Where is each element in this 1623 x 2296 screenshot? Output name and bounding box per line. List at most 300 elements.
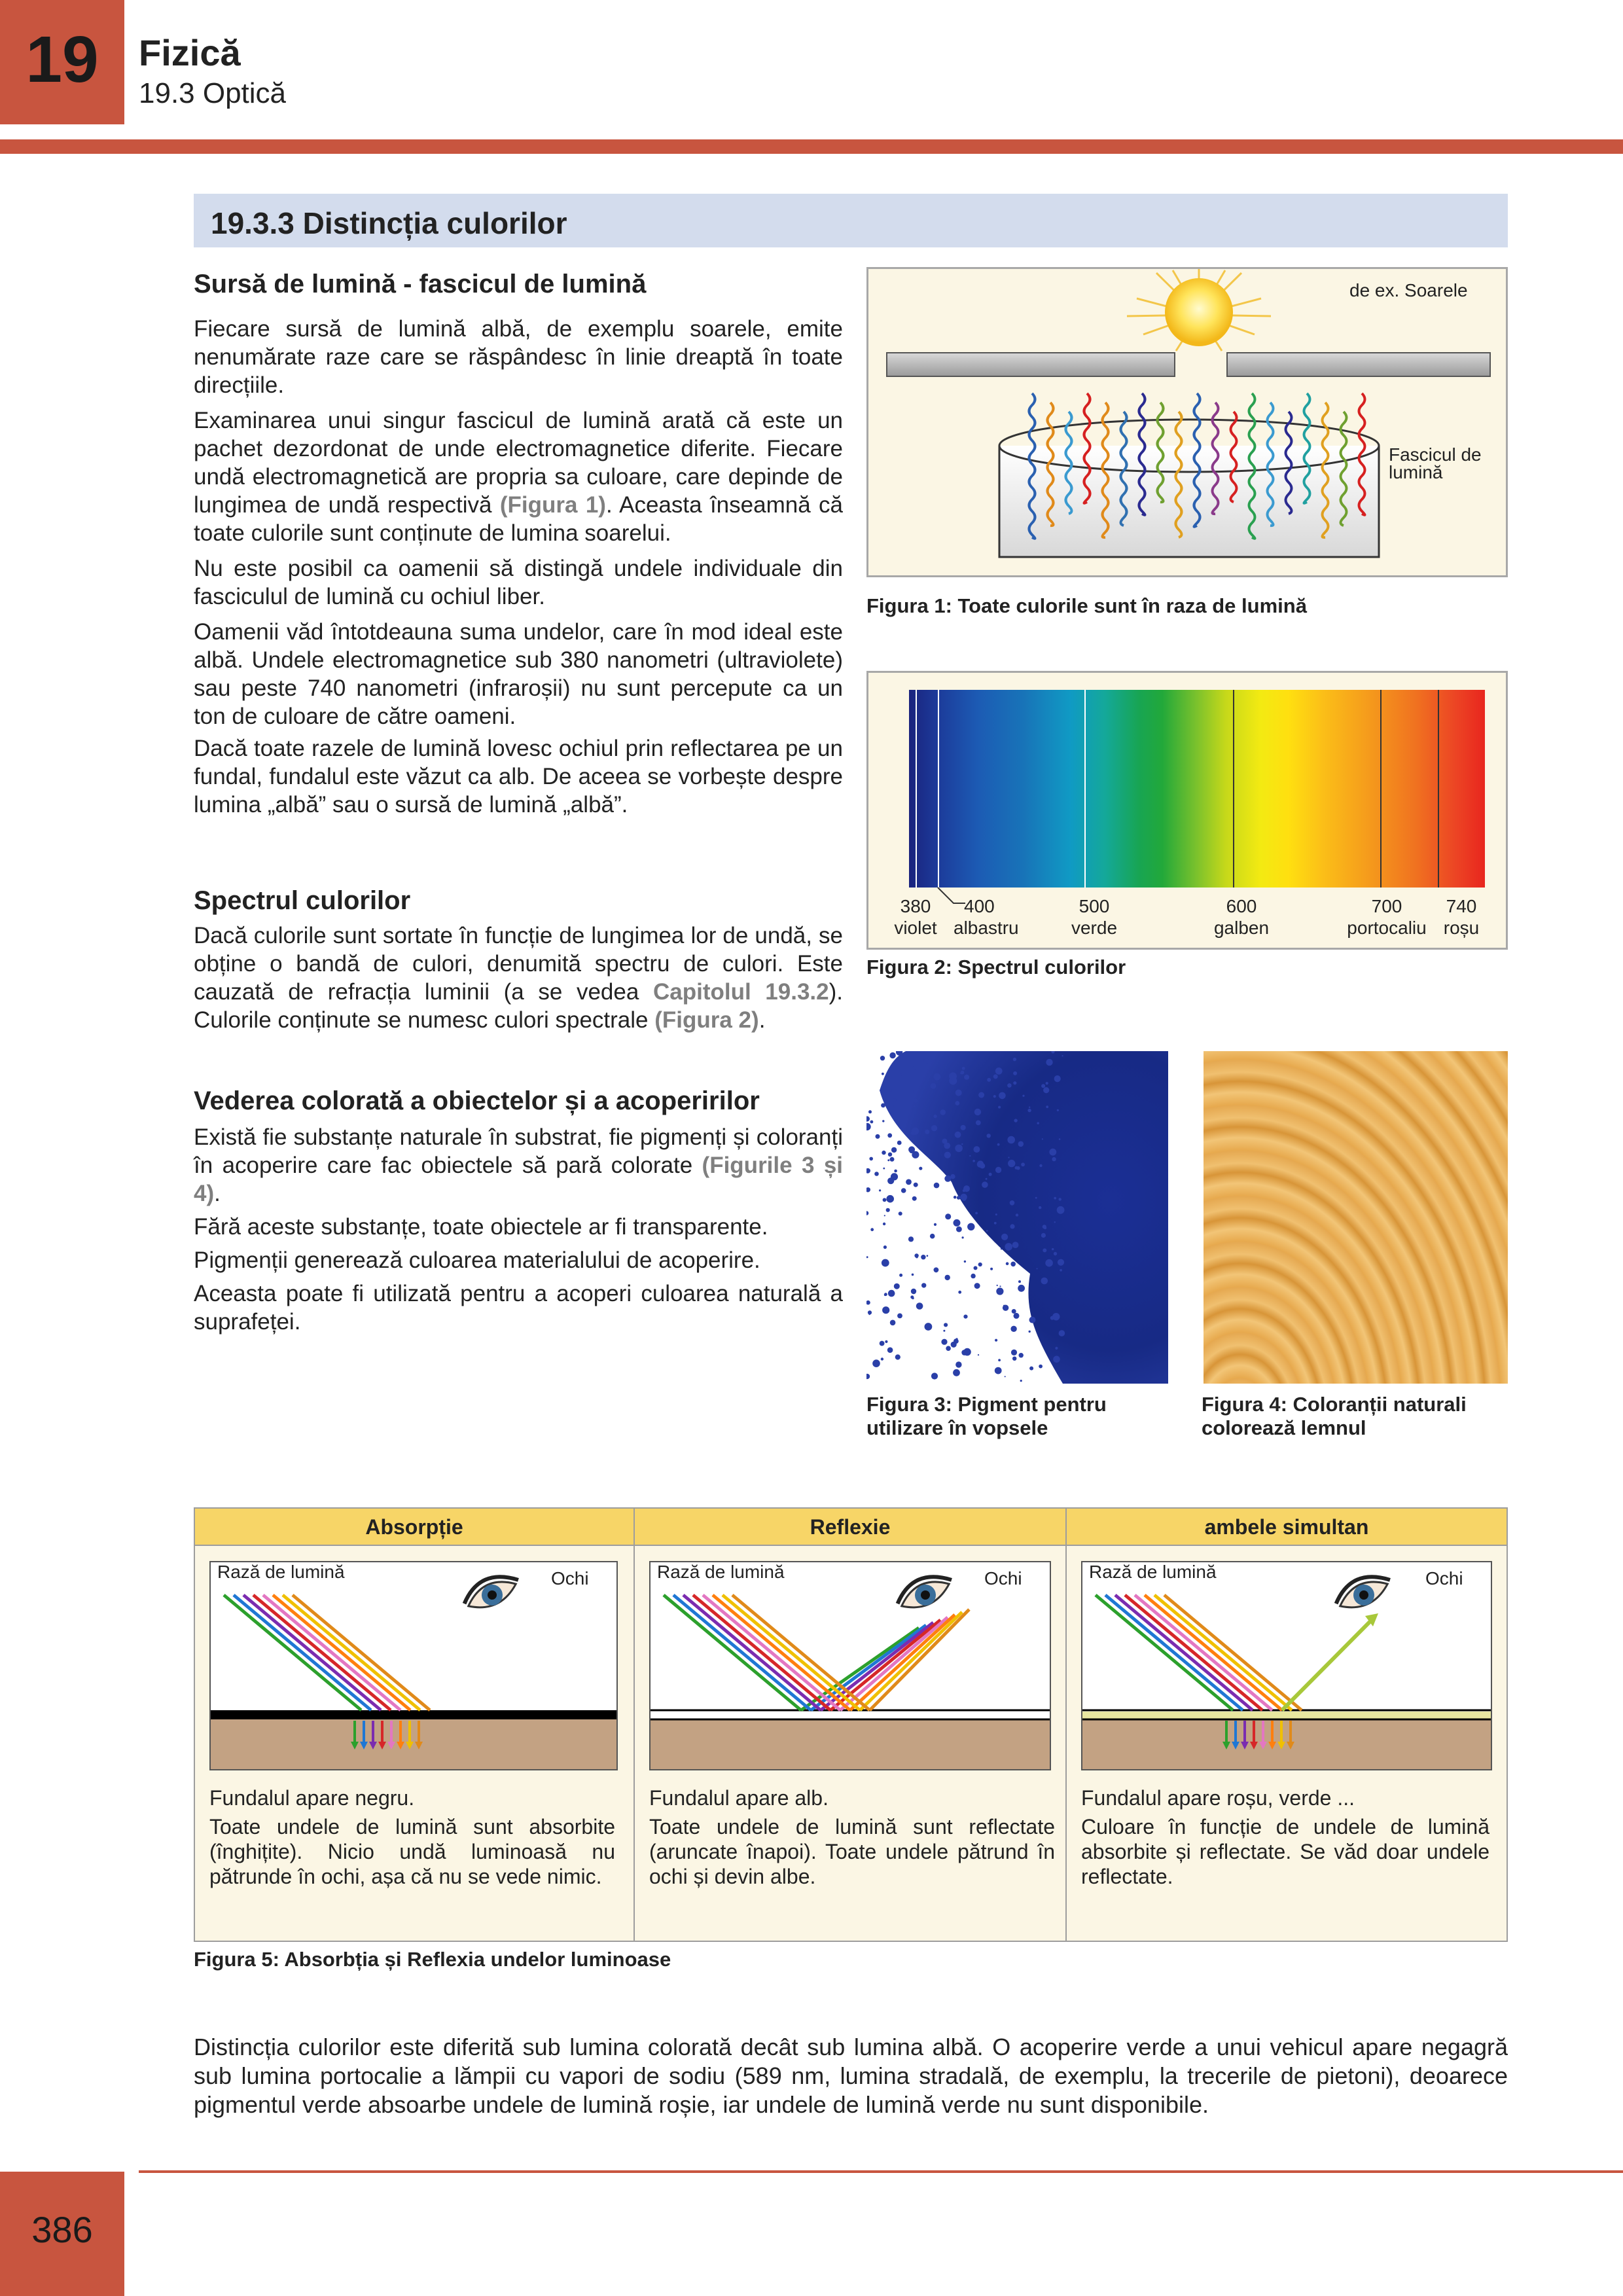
pigment-speck <box>1053 1356 1060 1363</box>
pigment-speck <box>1001 1234 1008 1240</box>
pigment-speck <box>899 1274 902 1277</box>
pigment-speck <box>958 1291 961 1294</box>
pigment-speck <box>1058 1259 1064 1266</box>
pigment-speck <box>870 1228 874 1231</box>
pigment-speck <box>921 1283 926 1287</box>
pigment-speck <box>1049 1149 1056 1156</box>
pigment-speck <box>893 1105 894 1107</box>
incoming-ray <box>1125 1595 1262 1710</box>
both-description <box>1081 1785 1489 1893</box>
pigment-speck <box>1046 1105 1048 1108</box>
pigment-speck <box>975 1212 978 1215</box>
pigment-speck <box>955 1101 959 1105</box>
pigment-speck <box>919 1167 922 1170</box>
tick-600: 600 galben <box>1213 896 1270 938</box>
pigment-speck <box>889 1089 892 1092</box>
pigment-speck <box>933 1115 936 1118</box>
pigment-speck <box>934 1267 939 1272</box>
pigment-speck <box>1029 1331 1031 1333</box>
figure-reference: (Figura 2) <box>654 1007 759 1033</box>
pigment-speck <box>1057 1109 1059 1111</box>
tick-500: 500 verde <box>1071 896 1118 938</box>
pigment-speck <box>883 1168 885 1170</box>
paragraph: Pigmenții generează culoarea materialului de acoperire. <box>194 1247 760 1273</box>
pigment-speck <box>1052 1313 1060 1320</box>
eye-icon <box>1330 1567 1395 1617</box>
closing-paragraph: Distincția culorilor este diferită sub lumina colorată decât sub lumina albă. O acoperire verde a unui vehicul apare negagră sub lumina portocalie a lămpii cu vapori de sodiu (589 nm, lumina stradală, de exemplu, la trecerile de pietoni), deoarece pigmentul verde absoarbe undele de lumină roșie, iar undele de lumină verde nu sunt disponibile. <box>194 2034 1508 2118</box>
pigment-speck <box>1008 1157 1009 1158</box>
sun-label: de ex. Soarele <box>1349 280 1468 300</box>
figure-2 <box>866 671 1508 950</box>
pigment-speck <box>1046 1082 1048 1085</box>
sun-icon <box>1165 278 1233 346</box>
pigment-speck <box>866 1187 870 1192</box>
paragraph: Nu este posibil ca oamenii să distingă undele individuale din fasciculul de lumină cu ochiul liber. <box>194 556 843 609</box>
pigment-speck <box>916 1256 918 1258</box>
pigment-speck <box>906 1179 912 1185</box>
black-coating <box>211 1710 616 1719</box>
pigment-speck <box>897 1141 902 1145</box>
pigment-speck <box>1013 1058 1016 1061</box>
pigment-speck <box>1006 1262 1009 1265</box>
ray-label: Rază de lumină <box>1089 1562 1217 1582</box>
figure-reference: (Figurile 3 și 4) <box>194 1153 844 1206</box>
pigment-speck <box>876 1134 880 1139</box>
pigment-speck <box>1008 1160 1015 1167</box>
description-body: Toate undele de lumină sunt reflectate (aruncate înapoi). Toate undele pătrund în ochi și devin albe. <box>649 1815 1055 1888</box>
pigment-speck <box>1018 1285 1025 1292</box>
pigment-speck <box>911 1131 915 1135</box>
reflected-ray <box>830 1620 940 1710</box>
pigment-speck <box>882 1306 889 1314</box>
tick-380: 380 violet <box>894 896 937 938</box>
pigment-speck <box>866 1374 870 1379</box>
pigment-speck <box>1044 1227 1046 1229</box>
pigment-speck <box>866 1300 870 1305</box>
pigment-speck <box>925 1323 933 1331</box>
wood-photo <box>1204 1051 1508 1384</box>
pigment-speck <box>1012 1309 1016 1314</box>
pigment-speck <box>880 1056 885 1060</box>
pigment-speck <box>964 1261 966 1263</box>
pigment-speck <box>955 1361 961 1367</box>
figure-4-caption: Figura 4: Coloranții naturali colorează lemnul <box>1202 1393 1467 1439</box>
pigment-speck <box>1059 1330 1065 1336</box>
pigment-speck <box>884 1293 887 1296</box>
spectrum-tick-labels <box>868 895 1506 948</box>
light-beam-illustration <box>868 269 1506 575</box>
pigment-speck <box>923 1058 929 1064</box>
figure-5-caption: Figura 5: Absorbția și Reflexia undelor luminoase <box>194 1948 671 1971</box>
pigment-speck <box>1003 1305 1008 1311</box>
pigment-speck <box>953 1369 960 1376</box>
pigment-speck <box>940 1109 946 1115</box>
pigment-speck <box>1041 1233 1046 1238</box>
absorption-description <box>209 1785 615 1893</box>
pigment-speck <box>977 1160 984 1168</box>
pigment-speck <box>993 1095 996 1098</box>
absorption-diagram <box>209 1561 618 1770</box>
pigment-speck <box>887 1133 892 1138</box>
pigment-speck <box>866 1116 870 1121</box>
pigment-speck <box>1001 1248 1002 1249</box>
pigment-speck <box>1054 1221 1056 1223</box>
tick-740: 740 roșu <box>1443 896 1480 938</box>
pigment-speck <box>972 1160 975 1162</box>
pigment-speck <box>955 1145 963 1153</box>
pigment-speck <box>1029 1107 1030 1108</box>
pigment-speck <box>881 1357 883 1360</box>
pigment-speck <box>971 1274 975 1278</box>
pigment-speck <box>957 1196 961 1200</box>
text-block-source <box>194 315 843 819</box>
pigment-speck <box>882 1073 884 1075</box>
paragraph: Examinarea unui singur fascicul de lumină arată că este un pachet dezordonat de unde electromagnetice diferite. Fiecare undă electromagnetică are propria sa culoare, care depinde de lungimea de undă respectivă (Figura 1). Aceasta înseamnă că toate culorile sunt conținute de lumina soarelui. <box>194 408 843 546</box>
pigment-speck <box>1027 1109 1031 1112</box>
figure-2-caption: Figura 2: Spectrul culorilor <box>866 956 1126 978</box>
pigment-speck <box>986 1178 988 1180</box>
pigment-speck <box>1054 1075 1061 1082</box>
pigment-speck <box>887 1347 893 1353</box>
pigment-speck <box>944 1152 951 1158</box>
pigment-speck <box>893 1098 897 1102</box>
pigment-speck <box>945 1275 950 1280</box>
pigment-speck <box>872 1359 880 1367</box>
pigment-speck <box>881 1103 885 1108</box>
pigment-speck <box>978 1263 982 1266</box>
pigment-speck <box>888 1153 892 1157</box>
text-block-spectrum <box>194 922 843 1034</box>
pigment-speck <box>944 1175 951 1182</box>
substrate <box>1082 1719 1491 1769</box>
pigment-speck <box>895 1354 901 1359</box>
pigment-speck <box>886 1195 894 1203</box>
pigment-speck <box>1020 1380 1022 1382</box>
pigment-speck <box>930 1234 935 1239</box>
pigment-speck <box>944 1323 948 1327</box>
pigment-speck <box>1052 1157 1056 1161</box>
pigment-speck <box>916 1302 923 1310</box>
pigment-speck <box>990 1268 993 1270</box>
pigment-speck <box>986 1230 988 1232</box>
pigment-speck <box>1011 1350 1017 1355</box>
pigment-speck <box>962 1236 964 1238</box>
eye-icon <box>892 1567 957 1617</box>
pigment-speck <box>869 1157 873 1161</box>
pigment-speck <box>921 1255 925 1259</box>
pigment-speck <box>931 1372 938 1379</box>
pigment-speck <box>1029 1317 1036 1323</box>
reflection-description <box>649 1785 1055 1893</box>
pigment-speck <box>886 1208 890 1212</box>
pigment-speck <box>1054 1197 1056 1200</box>
pigment-speck <box>911 1289 916 1294</box>
pigment-speck <box>1039 1164 1042 1167</box>
paragraph: Fiecare sursă de lumină albă, de exemplu soarele, emite nenumărate raze care se răspândesc în linie dreaptă în toate direcțiile. <box>194 316 843 398</box>
pigment-speck <box>1010 1224 1014 1229</box>
chapter-number: 19 <box>26 23 99 96</box>
pigment-speck <box>874 1172 879 1176</box>
pigment-speck <box>883 1223 885 1225</box>
paragraph: Există fie substanțe naturale în substrat, fie pigmenți și coloranți în acoperire care fac obiectele să pară colorate (Figurile 3 și 4). <box>194 1124 844 1206</box>
page-number: 386 <box>31 2209 93 2250</box>
pigment-speck <box>978 1354 979 1355</box>
pigment-speck <box>888 1290 895 1297</box>
incoming-ray <box>1135 1595 1272 1710</box>
pigment-speck <box>963 1315 967 1319</box>
paragraph: Oamenii văd întotdeauna suma undelor, care în mod ideal este albă. Undele electromagnetice sub 380 nanometri (ultraviolete) sau peste 740 nanometri (infraroșii) nu sunt percepute ca un ton de culoare de către oameni. <box>194 619 843 729</box>
pigment-speck <box>866 1256 868 1258</box>
pigment-speck <box>987 1134 991 1138</box>
column-divider <box>633 1507 635 1942</box>
pigment-speck <box>894 1283 900 1289</box>
pigment-speck <box>951 1342 957 1348</box>
figure-reference: (Figura 1) <box>499 492 606 518</box>
pigment-speck <box>961 1196 966 1200</box>
pigment-speck <box>1062 1055 1063 1056</box>
section-title: 19.3.3 Distincția culorilor <box>211 206 567 240</box>
pigment-speck <box>974 1109 981 1115</box>
pigment-speck <box>960 1072 962 1074</box>
pigment-speck <box>1012 1242 1019 1248</box>
pigment-speck <box>974 1266 978 1270</box>
pigment-speck <box>956 1338 958 1340</box>
pigment-speck <box>934 1183 940 1189</box>
description-line: Fundalul apare negru. <box>209 1786 415 1810</box>
pigment-speck <box>1005 1243 1012 1251</box>
pigment-speck <box>973 1146 980 1153</box>
pigment-speck <box>908 1236 914 1242</box>
ray-diagram <box>651 1562 1050 1769</box>
heading-spectrum: Spectrul culorilor <box>194 886 411 915</box>
pigment-speck <box>882 1120 884 1122</box>
table-header-both: ambele simultan <box>1067 1509 1507 1545</box>
pigment-speck <box>883 1246 887 1249</box>
pigment-speck <box>955 1090 962 1096</box>
pigment-speck <box>998 1106 1001 1109</box>
pigment-speck <box>1041 1084 1045 1088</box>
incoming-ray <box>693 1595 830 1710</box>
reflected-ray <box>1282 1621 1370 1710</box>
pigment-speck <box>1010 1262 1016 1267</box>
pigment-speck <box>887 1159 889 1161</box>
pigment-speck <box>879 1189 881 1191</box>
pigment-speck <box>998 1359 1001 1361</box>
description-body: Toate undele de lumină sunt absorbite (înghițite). Nicio undă luminoasă nu pătrunde în ochi, așa că nu se vede nimic. <box>209 1815 615 1888</box>
pigment-speck <box>869 1314 870 1315</box>
pigment-speck <box>910 1180 911 1181</box>
pigment-speck <box>914 1183 918 1187</box>
pigment-speck <box>1015 1166 1018 1170</box>
ray-label: Rază de lumină <box>217 1562 345 1582</box>
pigment-speck <box>882 1259 889 1267</box>
pigment-speck <box>933 1073 940 1081</box>
pigment-speck <box>995 1067 1003 1075</box>
paragraph: Aceasta poate fi utilizată pentru a acoperi culoarea naturală a suprafeței. <box>194 1281 843 1335</box>
aperture-plate-left <box>887 353 1175 376</box>
description-line: Fundalul apare alb. <box>649 1786 829 1810</box>
both-diagram <box>1081 1561 1492 1770</box>
pigment-speck <box>885 1340 887 1343</box>
pigment-speck <box>882 1151 885 1155</box>
pigment-speck <box>934 1223 936 1226</box>
eye-label: Ochi <box>1425 1568 1463 1588</box>
pigment-speck <box>912 1274 914 1276</box>
pigment-speck <box>961 1125 966 1130</box>
pigment-powder-image <box>866 1051 1168 1384</box>
aperture-plate-right <box>1227 353 1490 376</box>
pigment-speck <box>1059 1198 1061 1200</box>
pigment-speck <box>995 1213 997 1215</box>
reflected-ray <box>840 1617 948 1710</box>
table-header-reflection: Reflexie <box>635 1509 1065 1545</box>
pigment-speck <box>1022 1095 1024 1097</box>
pigment-speck <box>1060 1269 1062 1272</box>
pigment-speck <box>961 1143 963 1145</box>
pigment-speck <box>1057 1206 1065 1214</box>
pigment-photo <box>866 1051 1168 1384</box>
pigment-speck <box>1013 1081 1016 1085</box>
paragraph: Fără aceste substanțe, toate obiectele ar fi transparente. <box>194 1214 768 1240</box>
pigment-speck <box>1045 1259 1053 1267</box>
pigment-speck <box>1039 1206 1041 1209</box>
pigment-speck <box>1037 1268 1038 1269</box>
pigment-speck <box>1037 1122 1039 1124</box>
pigment-speck <box>1019 1353 1024 1357</box>
pigment-speck <box>977 1147 980 1150</box>
figure-1-caption: Figura 1: Toate culorile sunt în raza de lumină <box>866 594 1307 617</box>
pigment-speck <box>1016 1213 1018 1216</box>
pigment-speck <box>931 1060 933 1062</box>
ray-label: Rază de lumină <box>657 1562 785 1582</box>
chapter-subtitle: 19.3 Optică <box>139 77 287 109</box>
incoming-ray <box>703 1595 840 1710</box>
pigment-speck <box>946 1346 951 1351</box>
pigment-speck <box>982 1181 988 1188</box>
table-header-rule <box>194 1545 1508 1546</box>
pigment-speck <box>1055 1347 1058 1350</box>
substrate <box>651 1719 1050 1769</box>
pigment-speck <box>1005 1376 1006 1377</box>
description-line: Fundalul apare roșu, verde ... <box>1081 1786 1355 1810</box>
heading-colored-vision: Vederea colorată a obiectelor și a acoperirilor <box>194 1086 760 1115</box>
pigment-speck <box>1010 1200 1015 1206</box>
incoming-ray <box>263 1595 401 1710</box>
incoming-ray <box>253 1595 391 1710</box>
pigment-speck <box>955 1132 961 1138</box>
reflection-diagram <box>649 1561 1051 1770</box>
pigment-speck <box>1010 1326 1016 1332</box>
pigment-speck <box>978 1092 984 1098</box>
pigment-speck <box>1014 1313 1020 1319</box>
pigment-speck <box>900 1073 902 1076</box>
reflected-ray <box>850 1615 955 1710</box>
ray-diagram <box>211 1562 616 1769</box>
pigment-speck <box>1029 1367 1033 1371</box>
figure-3-caption: Figura 3: Pigment pentru utilizare în vopsele <box>866 1393 1107 1439</box>
paragraph: Dacă toate razele de lumină lovesc ochiul prin reflectarea pe un fundal, fundalul este văzut ca alb. De aceea se vorbește despre lumina „albă” sau o sursă de lumină „albă”. <box>194 736 843 817</box>
pigment-speck <box>890 1320 896 1326</box>
eye-icon <box>459 1567 524 1617</box>
pigment-speck <box>954 1196 957 1199</box>
header-rule <box>0 139 1623 154</box>
pigment-speck <box>925 1130 929 1134</box>
pigment-speck <box>974 1283 980 1289</box>
pigment-speck <box>1018 1141 1024 1147</box>
pigment-speck <box>995 1167 1001 1173</box>
pigment-speck <box>1043 1248 1046 1252</box>
pigment-speck <box>963 1348 971 1356</box>
pigment-speck <box>997 1143 1000 1146</box>
pigment-speck <box>1021 1162 1025 1166</box>
pigment-speck <box>931 1083 936 1089</box>
pigment-speck <box>963 1185 970 1192</box>
pigment-speck <box>914 1098 918 1103</box>
pigment-speck <box>868 1110 872 1113</box>
reflected-ray <box>821 1623 933 1710</box>
pigment-speck <box>889 1052 895 1058</box>
pigment-speck <box>1052 1248 1054 1250</box>
pigment-speck <box>945 1213 951 1219</box>
pigment-speck <box>941 1339 947 1345</box>
pigment-speck <box>1042 1138 1043 1139</box>
pigment-speck <box>956 1227 962 1232</box>
pigment-speck <box>942 1139 947 1144</box>
pigment-speck <box>899 1211 902 1215</box>
beam-label-2: lumină <box>1389 462 1443 482</box>
pigment-speck <box>964 1075 969 1080</box>
pigment-speck <box>870 1121 874 1124</box>
pigment-speck <box>884 1215 885 1216</box>
pigment-speck <box>995 1339 997 1342</box>
pigment-speck <box>912 1196 917 1201</box>
pigment-speck <box>913 1105 915 1107</box>
pigment-speck <box>1014 1119 1017 1122</box>
pigment-speck <box>1041 1278 1048 1285</box>
pigment-speck <box>999 1285 1001 1287</box>
pigment-speck <box>993 1074 998 1079</box>
column-divider <box>1065 1507 1067 1942</box>
pigment-speck <box>912 1066 916 1070</box>
tick-400: 400 albastru <box>954 896 1019 938</box>
pigment-speck <box>976 1121 981 1126</box>
text-block-vision <box>194 1123 843 1336</box>
pigment-speck <box>962 1067 965 1070</box>
pigment-speck <box>1012 1357 1016 1361</box>
chapter-title: Fizică <box>139 32 241 73</box>
pigment-speck <box>999 1092 1006 1100</box>
tick-700: 700 portocaliu <box>1347 896 1427 938</box>
pigment-speck <box>891 1173 898 1180</box>
figure-1 <box>866 267 1508 577</box>
pigment-speck <box>1039 1365 1043 1369</box>
pigment-speck <box>880 1341 885 1346</box>
substrate <box>211 1719 616 1769</box>
heading-light-source: Sursă de lumină - fascicul de lumină <box>194 270 647 298</box>
description-body: Culoare în funcție de undele de lumină absorbite și reflectate. Se văd doar undele reflectate. <box>1081 1815 1489 1888</box>
ray-diagram <box>1082 1562 1491 1769</box>
white-coating <box>651 1712 1050 1719</box>
pigment-speck <box>890 1157 895 1162</box>
pigment-speck <box>912 1151 919 1158</box>
pigment-speck <box>989 1173 992 1176</box>
pigment-speck <box>994 1222 997 1225</box>
colored-coating <box>1082 1712 1491 1719</box>
pigment-speck <box>927 1255 929 1257</box>
pigment-speck <box>1007 1083 1012 1088</box>
reflected-ray <box>811 1625 926 1710</box>
pigment-speck <box>901 1188 906 1193</box>
